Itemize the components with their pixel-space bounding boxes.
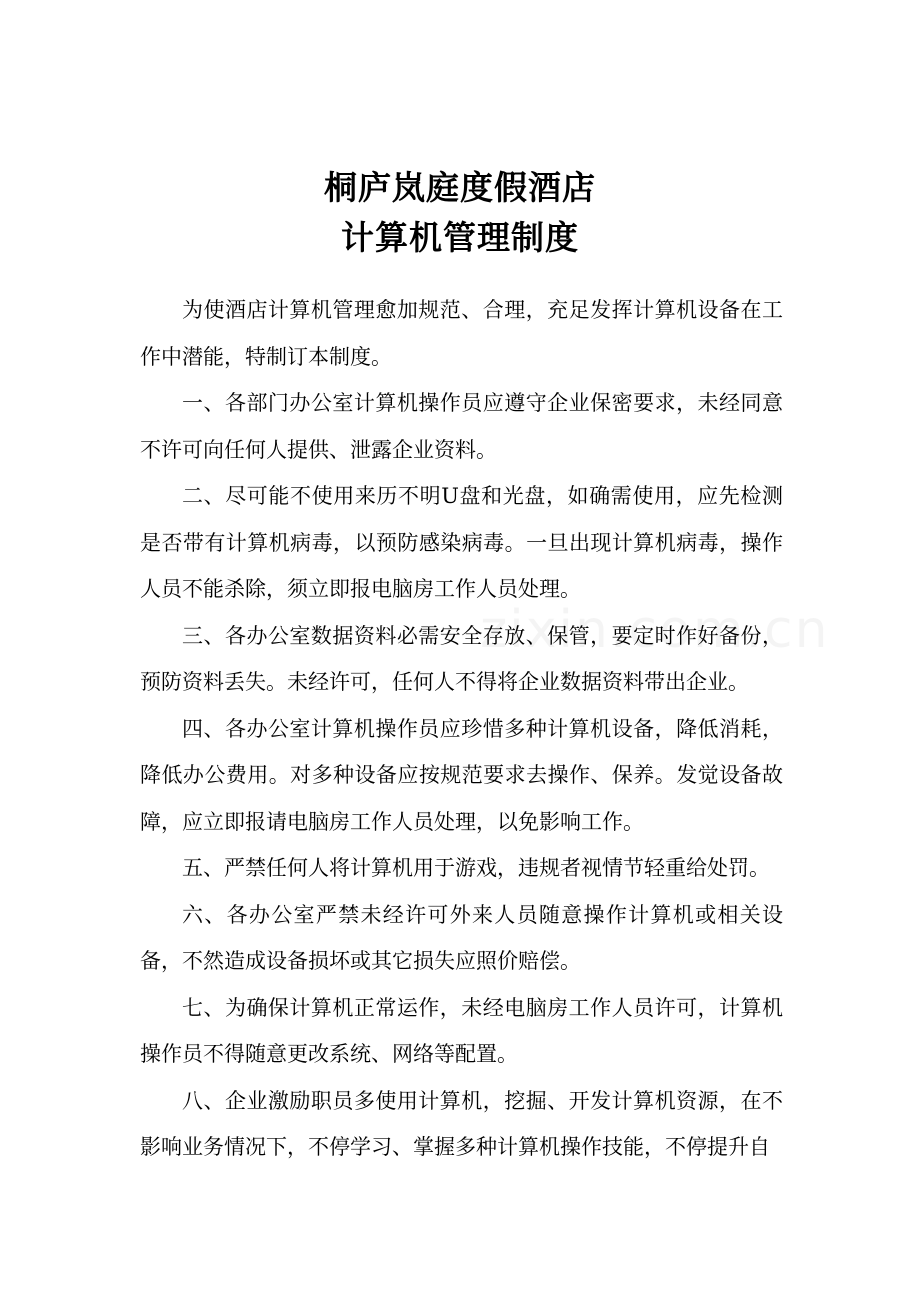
paragraph-item-8: 八、企业激励职员多使用计算机，挖掘、开发计算机资源，在不影响业务情况下，不停学习、掌握多种计算机操作技能，不停提升自 — [140, 1088, 783, 1159]
paragraph-item-6: 六、各办公室严禁未经许可外来人员随意操作计算机或相关设备，不然造成设备损坏或其它损失应照价赔偿。 — [140, 902, 783, 973]
document-body — [140, 287, 783, 1171]
paragraph-item-3: 三、各办公室数据资料必需安全存放、保管，要定时作好备份，预防资料丢失。未经许可，任何人不得将企业数据资料带出企业。 — [140, 623, 783, 694]
paragraph-intro: 为使酒店计算机管理愈加规范、合理，充足发挥计算机设备在工作中潜能，特制订本制度。 — [140, 298, 783, 369]
document-title-line-2: 计算机管理制度 — [341, 218, 579, 257]
paragraph-item-1: 一、各部门办公室计算机操作员应遵守企业保密要求，未经同意不许可向任何人提供、泄露企业资料。 — [140, 391, 783, 462]
paragraph-item-5: 五、严禁任何人将计算机用于游戏，违规者视情节轻重给处罚。 — [182, 856, 770, 880]
paragraph-item-7: 七、为确保计算机正常运作，未经电脑房工作人员许可，计算机操作员不得随意更改系统、网络等配置。 — [140, 995, 783, 1066]
paragraph-item-2: 二、尽可能不使用来历不明U盘和光盘，如确需使用，应先检测是否带有计算机病毒，以预防感染病毒。一旦出现计算机病毒，操作人员不能杀除，须立即报电脑房工作人员处理。 — [140, 484, 783, 601]
document-title-line-1: 桐庐岚庭度假酒店 — [324, 168, 596, 207]
paragraph-item-4: 四、各办公室计算机操作员应珍惜多种计算机设备，降低消耗，降低办公费用。对多种设备应按规范要求去操作、保养。发觉设备故障，应立即报请电脑房工作人员处理，以免影响工作。 — [140, 716, 783, 834]
